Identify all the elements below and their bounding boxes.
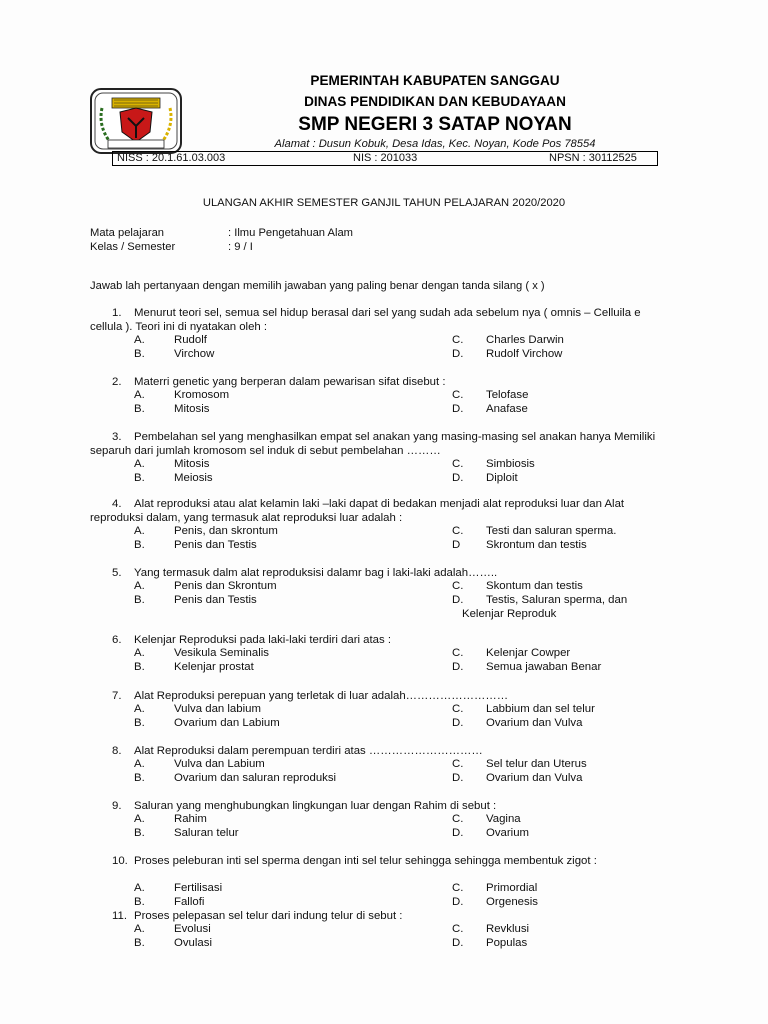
option-text: Vesikula Seminalis bbox=[174, 647, 269, 659]
npsn-number: NPSN : 30112525 bbox=[549, 152, 637, 164]
option-text: Ovulasi bbox=[174, 937, 212, 949]
option-text: Ovarium dan saluran reproduksi bbox=[174, 772, 337, 784]
option-text: Simbiosis bbox=[486, 458, 535, 470]
option-letter: C. bbox=[452, 703, 464, 715]
option-text: Penis, dan skrontum bbox=[174, 525, 278, 537]
option-letter: B. bbox=[134, 717, 145, 729]
option-letter: D. bbox=[452, 594, 464, 606]
option-text: Kromosom bbox=[174, 389, 230, 401]
question-number: 6. bbox=[112, 634, 122, 646]
question-text: Alat reproduksi atau alat kelamin laki –laki dapat di bedakan menjadi alat reproduksi luar dan Alat reproduksi dalam, yang termasuk alat reproduksi luar adalah : bbox=[90, 498, 625, 524]
question-text: Proses pelepasan sel telur dari indung telur di sebut : bbox=[134, 910, 403, 922]
subject-label: Mata pelajaran bbox=[90, 227, 165, 239]
question-text: Yang termasuk dalm alat reproduksisi dalamr bag i laki-laki adalah…….. bbox=[134, 567, 498, 579]
option-letter: C. bbox=[452, 882, 464, 894]
question-number: 3. bbox=[112, 431, 122, 443]
option-text: Vulva dan Labium bbox=[174, 758, 265, 770]
option-letter: A. bbox=[134, 580, 145, 592]
option-letter: B. bbox=[134, 348, 145, 360]
option-text: Mitosis bbox=[174, 458, 210, 470]
question-number: 5. bbox=[112, 567, 122, 579]
option-text: Charles Darwin bbox=[486, 334, 564, 346]
option-letter: D bbox=[452, 539, 461, 551]
option-letter: D. bbox=[452, 827, 464, 839]
option-text: Primordial bbox=[486, 882, 538, 894]
option-text: Mitosis bbox=[174, 403, 210, 415]
department-name: DINAS PENDIDIKAN DAN KEBUDAYAAN bbox=[304, 94, 566, 109]
option-letter: B. bbox=[134, 661, 145, 673]
option-letter: D. bbox=[452, 772, 464, 784]
exam-title: ULANGAN AKHIR SEMESTER GANJIL TAHUN PELAJARAN 2020/2020 bbox=[202, 197, 566, 209]
option-text: Skrontum dan testis bbox=[486, 539, 587, 551]
option-letter: A. bbox=[134, 703, 145, 715]
question-text: Pembelahan sel yang menghasilkan empat sel anakan yang masing-masing sel anakan hanya Memiliki separuh dari jumlah kromosom sel induk di sebut pembelahan ……… bbox=[90, 431, 656, 457]
option-text: Ovarium dan Labium bbox=[174, 717, 280, 729]
option-text: Ovarium dan Vulva bbox=[486, 772, 583, 784]
option-text: Revklusi bbox=[486, 923, 530, 935]
option-letter: D. bbox=[452, 661, 464, 673]
option-letter: C. bbox=[452, 813, 464, 825]
option-letter: A. bbox=[134, 334, 145, 346]
school-address: Alamat : Dusun Kobuk, Desa Idas, Kec. Noyan, Kode Pos 78554 bbox=[274, 138, 596, 150]
option-letter: B. bbox=[134, 539, 145, 551]
option-text: Ovarium bbox=[486, 827, 530, 839]
option-letter: C. bbox=[452, 758, 464, 770]
option-text: Sel telur dan Uterus bbox=[486, 758, 587, 770]
option-letter: C. bbox=[452, 923, 464, 935]
option-text: Vulva dan labium bbox=[174, 703, 261, 715]
option-letter: D. bbox=[452, 896, 464, 908]
option-text: Penis dan Testis bbox=[174, 539, 257, 551]
option-letter: C. bbox=[452, 580, 464, 592]
option-text: Kelenjar Cowper bbox=[486, 647, 571, 659]
question-number: 8. bbox=[112, 745, 122, 757]
option-letter: A. bbox=[134, 458, 145, 470]
question-text: Alat Reproduksi dalam perempuan terdiri atas ………………………… bbox=[134, 745, 483, 757]
option-text: Fallofi bbox=[174, 896, 205, 908]
option-text: Labbium dan sel telur bbox=[486, 703, 595, 715]
option-text: Anafase bbox=[486, 403, 528, 415]
option-letter: B. bbox=[134, 827, 145, 839]
option-text: Diploit bbox=[486, 472, 518, 484]
question-number: 9. bbox=[112, 800, 122, 812]
option-letter: B. bbox=[134, 472, 145, 484]
question-text: Menurut teori sel, semua sel hidup berasal dari sel yang sudah ada sebelum nya ( omnis – Celluila e cellula ). Teori ini di nyatakan oleh : bbox=[90, 307, 641, 333]
option-text: Skontum dan testis bbox=[486, 580, 583, 592]
option-text: Saluran telur bbox=[174, 827, 239, 839]
option-letter: C. bbox=[452, 458, 464, 470]
option-letter: A. bbox=[134, 525, 145, 537]
option-text: Rudolf Virchow bbox=[486, 348, 563, 360]
option-text: Rudolf bbox=[174, 334, 207, 346]
school-name: SMP NEGERI 3 SATAP NOYAN bbox=[298, 114, 572, 135]
option-text: Penis dan Skrontum bbox=[174, 580, 277, 592]
question-number: 7. bbox=[112, 690, 122, 702]
option-letter: A. bbox=[134, 389, 145, 401]
option-text: Semua jawaban Benar bbox=[486, 661, 602, 673]
option-letter: D. bbox=[452, 472, 464, 484]
government-name: PEMERINTAH KABUPATEN SANGGAU bbox=[310, 73, 560, 88]
option-letter: C. bbox=[452, 389, 464, 401]
option-text: Orgenesis bbox=[486, 896, 538, 908]
option-text: Testi dan saluran sperma. bbox=[486, 525, 617, 537]
option-text: Testis, Saluran sperma, dan bbox=[486, 594, 628, 606]
option-letter: C. bbox=[452, 334, 464, 346]
option-letter: B. bbox=[134, 896, 145, 908]
school-id-bar bbox=[112, 151, 658, 166]
option-text: Telofase bbox=[486, 389, 529, 401]
instruction-text: Jawab lah pertanyaan dengan memilih jawaban yang paling benar dengan tanda silang ( x ) bbox=[90, 280, 545, 292]
option-text: Fertilisasi bbox=[174, 882, 223, 894]
class-label: Kelas / Semester bbox=[90, 241, 176, 253]
option-letter: B. bbox=[134, 772, 145, 784]
niss-number: NISS : 20.1.61.03.003 bbox=[117, 152, 226, 164]
option-letter: B. bbox=[134, 937, 145, 949]
option-letter: C. bbox=[452, 525, 464, 537]
option-letter: D. bbox=[452, 937, 464, 949]
question-number: 1. bbox=[112, 307, 122, 319]
option-text: Vagina bbox=[486, 813, 521, 825]
option-letter: D. bbox=[452, 403, 464, 415]
option-letter: A. bbox=[134, 758, 145, 770]
option-letter: A. bbox=[134, 923, 145, 935]
option-text: Rahim bbox=[174, 813, 207, 825]
option-text: Kelenjar prostat bbox=[174, 661, 254, 673]
option-text: Meiosis bbox=[174, 472, 213, 484]
class-value: : 9 / I bbox=[228, 241, 253, 253]
option-text: Populas bbox=[486, 937, 528, 949]
option-letter: C. bbox=[452, 647, 464, 659]
regency-logo-emblem bbox=[90, 88, 182, 154]
option-letter: A. bbox=[134, 813, 145, 825]
option-letter: B. bbox=[134, 403, 145, 415]
question-text: Materri genetic yang berperan dalam pewarisan sifat disebut : bbox=[134, 376, 446, 388]
option-text: Virchow bbox=[174, 348, 215, 360]
option-letter: D. bbox=[452, 348, 464, 360]
question-number: 2. bbox=[112, 376, 122, 388]
option-letter: A. bbox=[134, 882, 145, 894]
option-text: Evolusi bbox=[174, 923, 211, 935]
option-text-continuation: Kelenjar Reproduk bbox=[462, 608, 557, 620]
option-letter: D. bbox=[452, 717, 464, 729]
question-number: 10. bbox=[112, 855, 128, 867]
question-number: 11. bbox=[112, 910, 127, 922]
nis-number: NIS : 201033 bbox=[353, 152, 418, 164]
option-text: Ovarium dan Vulva bbox=[486, 717, 583, 729]
question-text: Proses peleburan inti sel sperma dengan inti sel telur sehingga sehingga membentuk zigot : bbox=[134, 855, 597, 867]
question-number: 4. bbox=[112, 498, 122, 510]
option-text: Penis dan Testis bbox=[174, 594, 257, 606]
question-text: Saluran yang menghubungkan lingkungan luar dengan Rahim di sebut : bbox=[134, 800, 497, 812]
question-text: Kelenjar Reproduksi pada laki-laki terdiri dari atas : bbox=[134, 634, 392, 646]
option-letter: A. bbox=[134, 647, 145, 659]
subject-value: : Ilmu Pengetahuan Alam bbox=[228, 227, 354, 239]
question-text: Alat Reproduksi perepuan yang terletak di luar adalah……………………… bbox=[134, 690, 509, 702]
option-letter: B. bbox=[134, 594, 145, 606]
